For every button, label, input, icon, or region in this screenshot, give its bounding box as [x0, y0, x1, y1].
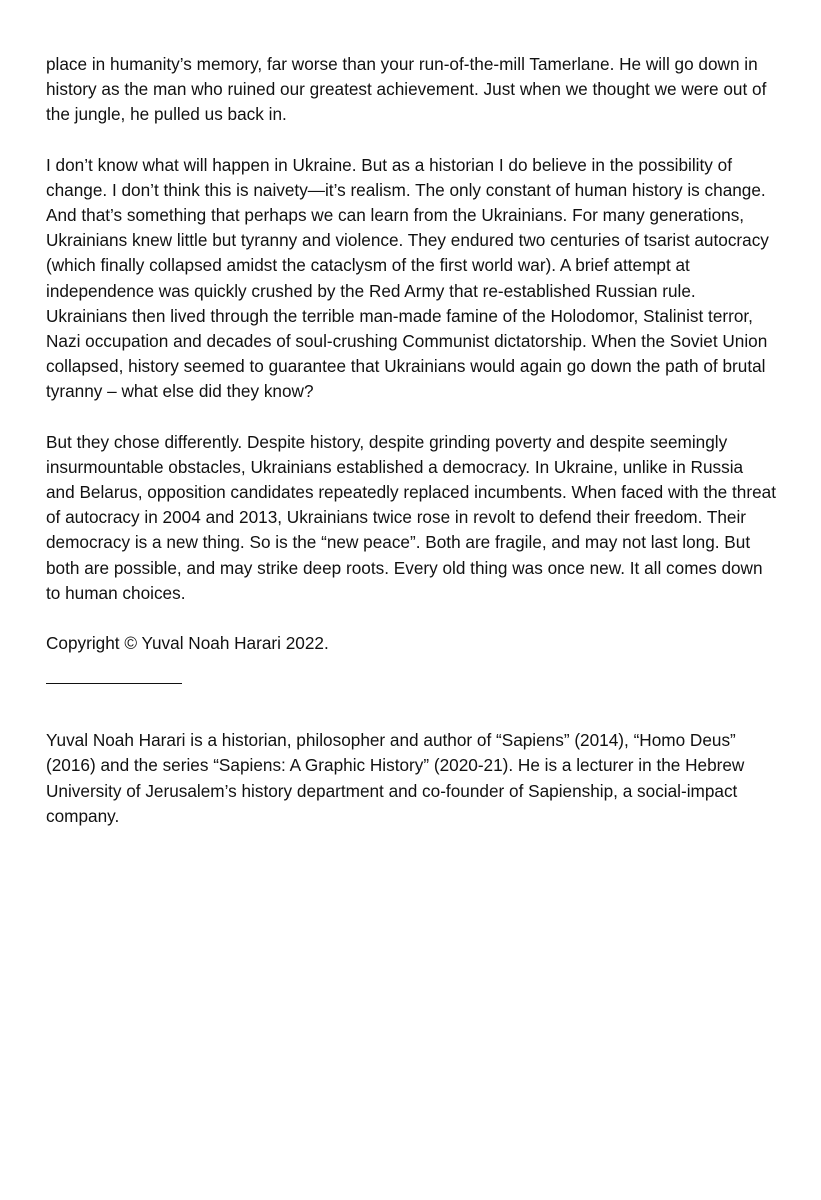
- article-paragraph-3: But they chose differently. Despite history, despite grinding poverty and despite seemingly insurmountable obstacles, Ukrainians established a democracy. In Ukraine, unlike in Russia and Belarus, opposition candidates repeatedly replaced incumbents. When faced with the threat of autocracy in 2004 and 2013, Ukrainians twice rose in revolt to defend their freedom. Their democracy is a new thing. So is the “new peace”. Both are fragile, and may not last long. But both are possible, and may strike deep roots. Every old thing was once new. It all comes down to human choices.: [46, 431, 776, 603]
- article-page: [46, 52, 776, 829]
- separator-rule: [46, 683, 182, 684]
- copyright-notice: Copyright © Yuval Noah Harari 2022.: [46, 633, 329, 654]
- article-paragraph-1: place in humanity’s memory, far worse than your run-of-the-mill Tamerlane. He will go down in history as the man who ruined our greatest achievement. Just when we thought we were out of the jungle, he pulled us back in.: [46, 54, 767, 125]
- article-paragraph-2: I don’t know what will happen in Ukraine. But as a historian I do believe in the possibility of change. I don’t think this is naivety—it’s realism. The only constant of human history is change. And that’s something that perhaps we can learn from the Ukrainians. For many generations, Ukrainians knew little but tyranny and violence. They endured two centuries of tsarist autocracy (which finally collapsed amidst the cataclysm of the first world war). A brief attempt at independence was quickly crushed by the Red Army that re-established Russian rule. Ukrainians then lived through the terrible man-made famine of the Holodomor, Stalinist terror, Nazi occupation and decades of soul-crushing Communist dictatorship. When the Soviet Union collapsed, history seemed to guarantee that Ukrainians would again go down the path of brutal tyranny – what else did they know?: [46, 154, 769, 402]
- author-bio: Yuval Noah Harari is a historian, philosopher and author of “Sapiens” (2014), “Homo Deus” (2016) and the series “Sapiens: A Graphic History” (2020-21). He is a lecturer in the Hebrew University of Jerusalem’s history department and co-founder of Sapienship, a social-impact company.: [46, 730, 745, 826]
